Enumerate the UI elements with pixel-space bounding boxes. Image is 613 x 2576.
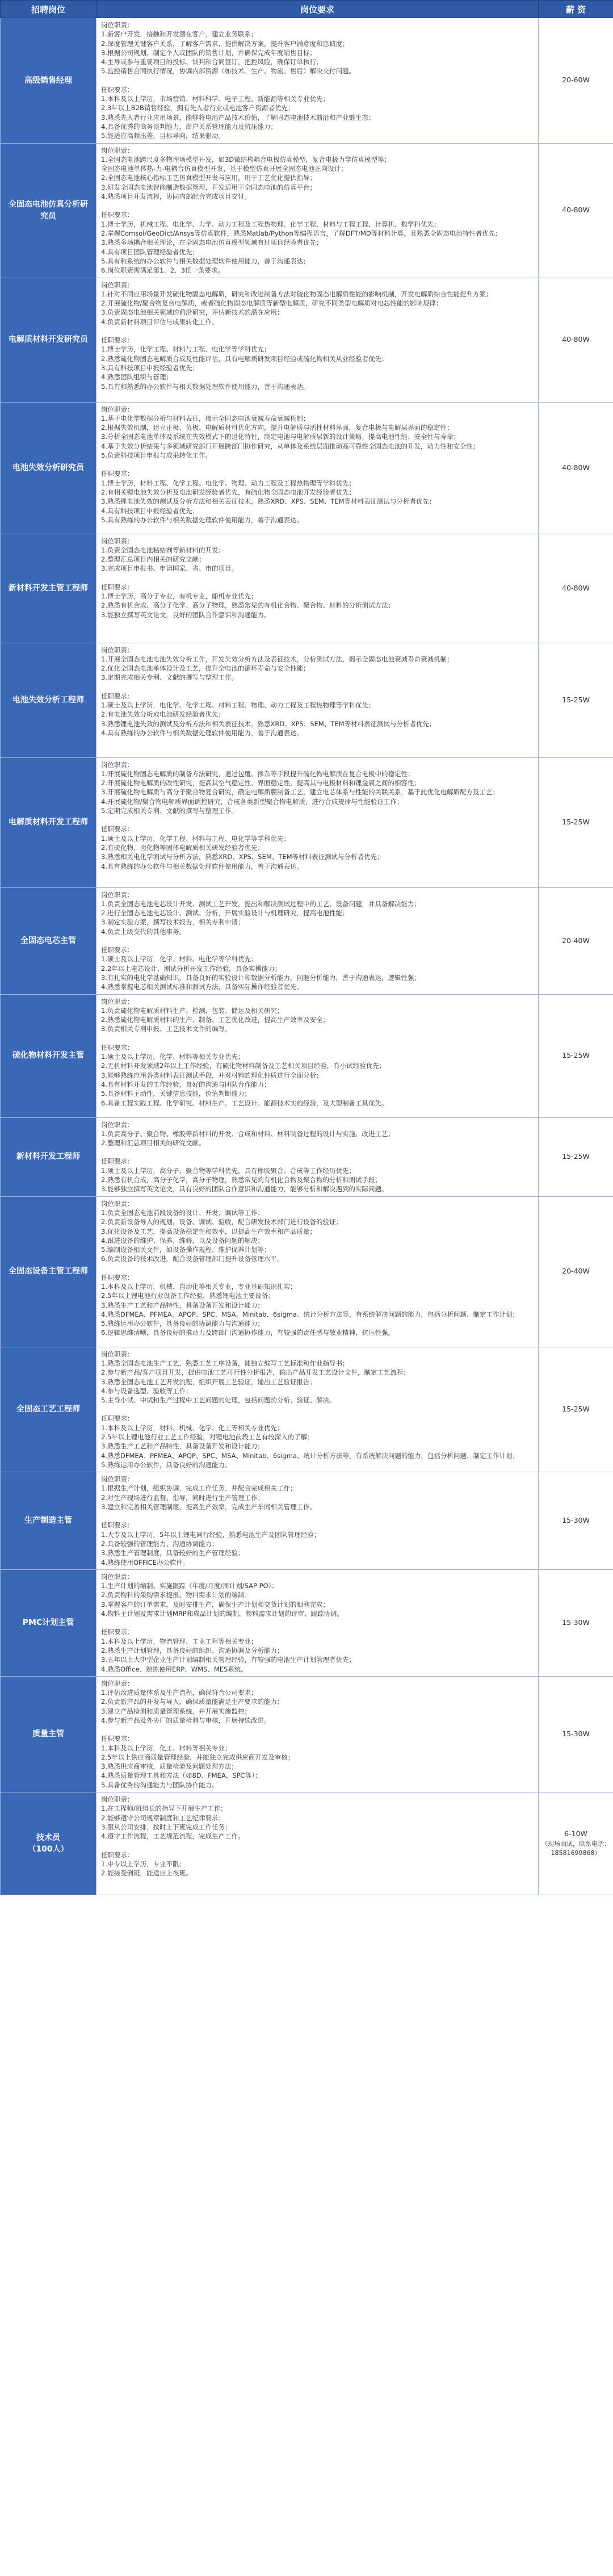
table-row (1, 402, 613, 534)
duty-line: 4.物料主计划及需求计划MRP和成品计划的编制，物料需求计划的评审、跟踪协调。 (101, 1610, 343, 1618)
requirements-heading: 任职要求： (101, 1850, 134, 1859)
requirement-line: 5.具有和系统的办公软件与相关数据处理软件使用能力，善于沟通表达； (101, 257, 310, 265)
requirements-cell (96, 402, 539, 534)
salary-cell (539, 278, 613, 402)
salary-value: 15-30W (562, 1729, 590, 1739)
section-gap (101, 1511, 534, 1521)
requirement-line: 3.熟悉先入者行业应用场景，能够将电池产品技术价值，了解固态电池技术前沿和产业链生态； (101, 113, 375, 122)
header-position: 招聘岗位 (1, 1, 96, 18)
section-gap (101, 1405, 534, 1414)
duty-line: 3.服从公司安排，按时上下班完成工作任务； (101, 1823, 232, 1831)
position-title: 新材料开发主管工程师 (1, 534, 96, 643)
position-title: 技术员 （100人） (1, 1792, 96, 1895)
section-gap (101, 1034, 534, 1043)
requirements-cell (96, 1472, 539, 1570)
section-gap (101, 1264, 534, 1273)
requirements-cell (96, 887, 539, 994)
table-row (1, 18, 613, 144)
table-row (1, 887, 613, 994)
requirement-line: 2.5年以上供应商质量管理经验，并能独立完成供应商开发及审核； (101, 1753, 295, 1761)
position-title: 新材料开发工程师 (1, 1117, 96, 1196)
duty-line: 2.根据失效机制，建立正极、负极、电解质材料优化方向，提升电解质与活性材料界面，复合电极与电解层界面的稳定性； (101, 424, 454, 432)
salary-value: 15-25W (562, 1152, 590, 1161)
duty-line: 3.制定实验方案，撰写技术报告，相关专利申请； (101, 918, 245, 927)
duty-line: 1.负责全固态电池前段设备的设计、开发、调试等工作； (101, 1208, 264, 1217)
salary-value: 40-80W (562, 335, 590, 344)
requirement-line: 1.博士学历，材料工程、化学工程、电化学、物理、动力工程及工程热物理等学科优先； (101, 479, 355, 487)
duty-line: 3.根据公司规划，制定个人或团队的销售计划，并确保完成年度销售目标； (101, 48, 316, 57)
duties-heading: 岗位职责： (101, 21, 134, 29)
requirements-cell (96, 1792, 539, 1895)
requirements-cell (96, 1196, 539, 1347)
table-row (1, 643, 613, 757)
requirement-line: 4.具有项目团队管理经验者优先； (101, 248, 199, 256)
duty-line: 4.负责新材料项目评估与成果转化工作。 (101, 317, 219, 326)
duty-line: 4.熟悉项目开发流程，协同内部配合完成项目交付。 (101, 192, 251, 201)
table-row (1, 1472, 613, 1570)
section-gap (101, 201, 534, 210)
duty-line: 3.研发全固态电池智能制造数据管理，开发适用于全固态电池的仿真平台； (101, 183, 316, 191)
duty-line: 1.熟悉全固态电池生产工艺，熟悉工艺工序设备，能独立编写工艺标准和作业指导书； (101, 1359, 349, 1367)
salary-value: 15-25W (562, 1051, 590, 1060)
requirements-cell (96, 1117, 539, 1196)
duty-line: 全固态电池单体热-力-电耦合仿真模型开发，基于模型仿真开展全固态电池正向设计； (101, 165, 347, 173)
requirement-line: 3.能独立撰写英文论文，良好的团队合作意识和沟通能力。 (101, 610, 271, 619)
table-row (1, 1569, 613, 1676)
position-title: 全固态工艺工程师 (1, 1347, 96, 1472)
requirement-line: 4.熟练使用OFFICE办公软件。 (101, 1558, 190, 1566)
requirement-line: 2.熟悉有机合成，高分子化学，高分子物理，熟悉常见的有机化合物及聚合物的分析和测试手段； (101, 1176, 381, 1184)
salary-cell (539, 994, 613, 1117)
duty-line: 2.负责新设备导入的规划，设备、调试、验收，配合研发技术部门进行设备的验证； (101, 1218, 342, 1226)
requirements-heading: 任职要求： (101, 1157, 134, 1166)
requirements-cell (96, 757, 539, 887)
duty-line: 4.跟进设备的维护、保养、维修，以及设备问题的解决； (101, 1236, 264, 1245)
section-gap (101, 1147, 534, 1157)
salary-value: 40-80W (562, 206, 590, 215)
requirement-line: 5.熟练运用办公软件，具备良好的协调能力与沟通能力； (101, 1320, 264, 1328)
salary-value: 40-80W (562, 463, 590, 472)
section-gap (101, 682, 534, 692)
salary-cell (539, 534, 613, 643)
position-title: 高级销售经理 (1, 18, 96, 144)
requirements-heading: 任职要求： (101, 211, 134, 219)
table-row (1, 1347, 613, 1472)
requirement-line: 3.熟悉锂电池失效的测试及分析方法和相关表征技术，熟悉XRD、XPS、SEM、TEM等材料表征测试与分析者优先； (101, 719, 436, 728)
position-title: 质量主管 (1, 1676, 96, 1792)
duty-line: 3.开展硫化物电解质与高分子聚合物复合研究，确定电解质膜制备工艺，建立电芯体系与性能的关联关系，基于此优化电解质配方及工艺； (101, 788, 499, 797)
requirements-cell (96, 18, 539, 144)
requirement-line: 3.熟悉生产管理制度，具备较好的生产管理经验； (101, 1549, 245, 1557)
section-gap (101, 936, 534, 945)
requirement-line: 2.能接受倒班，能适应上夜班。 (101, 1869, 192, 1878)
duty-line: 3.完成项目申报书、申请国家、省、市的项目。 (101, 564, 238, 573)
salary-cell (539, 1569, 613, 1676)
table-row (1, 1196, 613, 1347)
duty-line: 5.主导小试、中试和生产过程中工艺问题的处理，包括问题的分析、验证、解决。 (101, 1396, 336, 1405)
duties-heading: 岗位职责： (101, 405, 134, 413)
requirement-line: 1.本科及以上学历，化工、材料等相关专业； (101, 1744, 232, 1752)
salary-value: 15-25W (562, 695, 590, 704)
position-title: 电解质材料开发工程师 (1, 757, 96, 887)
position-title: PMC计划主管 (1, 1569, 96, 1676)
requirements-heading: 任职要求： (101, 85, 134, 94)
requirement-line: 4.具有熟练的办公软件与相关数据处理软件使用能力，善于沟通表达。 (101, 728, 303, 737)
salary-cell (539, 143, 613, 278)
duties-heading: 岗位职责： (101, 760, 134, 769)
requirement-line: 4.熟悉掌握电芯相关测试标准和测试方法，具备实际操作经验者优先。 (101, 983, 303, 991)
position-title: 全固态电池仿真分析研究员 (1, 143, 96, 278)
requirement-line: 4.具有材料开发的工作经验，良好的沟通与团队合作能力； (101, 1080, 271, 1088)
requirement-line: 2.掌握Comsol/GeoDict/Ansys等仿真软件，熟悉Matlab/Python等编程语言，了解DFT/MD等材料计算，且熟悉全固态电池特性者优先； (101, 229, 502, 237)
requirement-line: 1.本科及以上学历，材料、机械、化学、化工等相关专业优先； (101, 1423, 284, 1432)
requirement-line: 2.熟悉生产计划管理，具备良好的组织、沟通协调及分析能力； (101, 1646, 284, 1654)
duty-line: 2.开展硫化物电解质的改性研究，提高其空气稳定性、界面稳定性，提高其与电极材料和锂金属之间的相容性； (101, 779, 421, 788)
duty-line: 2.整理汇总项目内相关的研究文献； (101, 555, 205, 564)
duty-line: 3.分析全固态电池单体及系统在失效模式下的退化特性，制定电池与电解质层新的设计策略，提高电池性能、安全性与寿命； (101, 433, 460, 441)
duty-line: 2.优化全固态电池单体设计及工艺，提升全电池的循环寿命与安全性能； (101, 664, 310, 673)
salary-cell (539, 402, 613, 534)
duty-line: 1.根据生产计划，组织协调，完成工作任务，并配合完成相关工作； (101, 1484, 297, 1493)
requirement-line: 1.本科及以上学历，物流管理、工业工程等相关专业； (101, 1637, 258, 1645)
duty-line: 3.定期完成相关专利、文献的撰写与整理工作。 (101, 673, 238, 682)
requirement-line: 3.能够熟练应用各类材料表征测试手段，并对材料的理化性质进行全面分析； (101, 1071, 323, 1079)
requirements-heading: 任职要求： (101, 946, 134, 954)
requirement-line: 4.具有科技项目申报经验者优先； (101, 506, 199, 515)
duties-heading: 岗位职责： (101, 146, 134, 154)
requirement-line: 1.中专以上学历，专业不限； (101, 1859, 186, 1868)
duty-line: 2.深度管理关键客户关系，了解客户需求，提供解决方案，提升客户满意度和忠诚度； (101, 39, 349, 48)
section-gap (101, 326, 534, 336)
requirement-line: 5.能适应高频出差，目标导向，结果驱动。 (101, 132, 225, 140)
requirement-line: 4.熟悉Office、熟练使用ERP、WMS、MES系统。 (101, 1665, 247, 1673)
salary-cell (539, 757, 613, 887)
table-row (1, 1676, 613, 1792)
requirement-line: 5.具备优秀的沟通能力与团队协作能力。 (101, 1781, 219, 1789)
requirements-cell (96, 534, 539, 643)
requirement-line: 3.熟悉供应商审核，质量检验及问题处理方法； (101, 1762, 238, 1771)
requirements-cell (96, 994, 539, 1117)
requirement-line: 1.硕士及以上学历，化学、材料等相关专业优先； (101, 1053, 245, 1061)
table-row (1, 1792, 613, 1895)
salary-value: 6-10W (564, 1829, 587, 1838)
duty-line: 1.针对不同应用场景开发硫化物固态电解质，研究和改进制备方法对硫化物固态电解质性能的影响机制，开发电解质综合性能提升方案； (101, 290, 493, 298)
duty-line: 3.掌握客户的订单需求，及时安排生产，确保生产计划和交货计划的顺利完成； (101, 1600, 329, 1609)
requirement-line: 4.熟悉DFMEA、PFMEA、APQP、SPC、MSA、Minitab、6sigma、统计分析方法等，有系统解决问题的能力，包括分析问题、制定工作计划； (101, 1451, 519, 1460)
requirements-heading: 任职要求： (101, 1735, 134, 1743)
requirement-line: 2.5年以上锂电池行业设备工作经验，熟悉锂电池主要设备； (101, 1292, 275, 1300)
requirement-line: 3.有扎实的电化学基础知识，具备良好的实验设计和数据分析能力，问题分析能力，善于沟通表达，逻辑性强； (101, 973, 421, 982)
duty-line: 2.进行全固态电池电芯设计、测试、分析，开展实验设计与机理研究，提高电池性能； (101, 909, 349, 918)
salary-value: 20-40W (562, 936, 590, 945)
requirement-line: 2.有硫化物、卤化物等固体电解质相关研发经验者优先； (101, 843, 264, 852)
duty-line: 1.负责全固态电池电芯设计开发、测试工艺开发，提出和解决测试过程中的工艺、设备问题，并具备解决能力； (101, 899, 421, 908)
requirement-line: 2.有相关锂电池失效分析及电池研发经验者优先，有硫化物全固态电池开发经验者优先； (101, 488, 355, 496)
requirement-line: 2.有电池失效分析或电池研发经验者优先； (101, 710, 225, 719)
requirements-cell (96, 1569, 539, 1676)
duty-line: 1.开展全固态电池电池失效分析工作，开发失效分析方法及表征技术，分析测试方法，揭示全固态电池衰减寿命衰减机制； (101, 655, 454, 663)
table-header-row (1, 1, 613, 18)
duty-line: 5.编制设备相关文件，如设备操作规程、维护保养计划等； (101, 1246, 271, 1254)
requirement-line: 2.具备较强的管理能力、沟通协调能力； (101, 1539, 219, 1548)
requirements-cell (96, 1676, 539, 1792)
duty-line: 4.开展硫化物/聚合物电解质界面调控研究，合成各类新型聚合物电解质，进行合成规律与性能验证工作； (101, 797, 404, 806)
requirement-line: 2.熟悉硫化物固态电解质合成及性能评估，具有电解质研发项目经验或硫化物相关从业经验者优先； (101, 354, 388, 363)
requirement-line: 5.熟练运用办公软件，具备良好的沟通能力。 (101, 1460, 232, 1469)
salary-cell (539, 1472, 613, 1570)
salary-cell (539, 1196, 613, 1347)
duty-line: 2.负责新产品的开发与导入，确保质量能满足生产要求的能力； (101, 1698, 284, 1706)
duty-line: 3.负责固态电池相关领域的前沿研究，评估新技术的潜在应用； (101, 308, 284, 317)
requirement-line: 1.本科及以上学历，机械、自动化等相关专业，专业基础知识扎实； (101, 1282, 297, 1291)
section-gap (101, 815, 534, 824)
position-title: 硫化物材料开发主管 (1, 994, 96, 1117)
section-gap (101, 1841, 534, 1850)
requirement-line: 6.具备工程实践工程、化学研究、材料生产、工艺设计、能源技术实施经验，及大型制备工具优先。 (101, 1099, 388, 1107)
requirements-heading: 任职要求： (101, 1521, 134, 1530)
salary-cell (539, 18, 613, 144)
requirement-line: 3.熟悉锂电池失效的测试及分析方法和相关表征技术，熟悉XRD、XPS、SEM、TEM等材料表征测试与分析者优先； (101, 497, 436, 506)
requirement-line: 2.熟悉有机合成、高分子化学、高分子物理，熟悉常见的有机化合物、聚合物、材料的分析测试方法； (101, 601, 394, 610)
duty-line: 1.负责全固态电池粘结剂等新材料的开发； (101, 546, 225, 554)
requirement-line: 2.3年以上B2B销售经验，拥有先入者行业或电池客户资源者优先； (101, 104, 295, 112)
duties-heading: 岗位职责： (101, 537, 134, 545)
requirement-line: 3.熟悉生产工艺和产品特性，具备设备开发和设计能力； (101, 1442, 264, 1451)
requirements-cell (96, 143, 539, 278)
salary-cell (539, 1117, 613, 1196)
requirements-cell (96, 643, 539, 757)
requirement-line: 3.熟悉相关电化学测试与分析方法，熟悉XRD、XPS、SEM、TEM等材料表征测试与分析者优先； (101, 853, 384, 861)
requirement-line: 5.具有和熟悉的办公软件与相关数据处理软件使用能力，善于沟通表达。 (101, 382, 310, 391)
position-title: 全固态设备主管工程师 (1, 1196, 96, 1347)
duty-line: 2.开展硫化物/聚合物复合电解质，或者硫化物固态电解质等新型电解质，研究不同类型电解质对电芯性能的影响规律； (101, 299, 443, 308)
duties-heading: 岗位职责： (101, 646, 134, 654)
table-row (1, 534, 613, 643)
requirements-heading: 任职要求： (101, 583, 134, 591)
requirement-line: 1.硕士及以上学历，化学、材料、电化学等学科优先； (101, 955, 258, 964)
duty-line: 3.熟悉全固态电池工艺开发流程，组织开展工艺验证，输出工艺验证报告； (101, 1377, 316, 1386)
requirements-heading: 任职要求： (101, 1273, 134, 1281)
position-title: 全固态电芯主管 (1, 887, 96, 994)
requirement-line: 1.硕士及以上学历，电化学、化学工程、材料工程、物理、动力工程及工程热物理等学科优先； (101, 701, 375, 710)
section-gap (101, 573, 534, 583)
duties-heading: 岗位职责： (101, 1572, 134, 1581)
duties-heading: 岗位职责： (101, 1679, 134, 1687)
requirement-line: 1.本科及以上学历，市场营销、材料科学、电子工程、新能源等相关专业优先； (101, 95, 329, 103)
table-row (1, 1117, 613, 1196)
section-gap (101, 76, 534, 85)
salary-cell (539, 1347, 613, 1472)
duty-line: 6.负责设备的技术改进，配合设备管理部门提升设备管理水平。 (101, 1255, 284, 1263)
requirement-line: 4.具有熟练的办公软件与相关数据处理软件使用能力，善于沟通表达。 (101, 862, 303, 870)
salary-cell (539, 643, 613, 757)
requirements-cell (96, 1347, 539, 1472)
duty-line: 2.参与新产品/客户项目开发，提供电池工艺可行性分析报告，输出产品开发工艺设计文件，制定工艺流程； (101, 1368, 410, 1377)
salary-note: （现场面试，联系电话：18581699868） (541, 1840, 610, 1857)
requirements-heading: 任职要求： (101, 1043, 134, 1052)
requirements-heading: 任职要求： (101, 1628, 134, 1636)
table-row (1, 757, 613, 887)
duty-line: 1.负责硫化物电解质材料生产、检测、包装、储运及相关研究； (101, 1006, 284, 1015)
requirement-line: 1.博士学历，机械工程、电化学、力学、动力工程及工程热物理、化学工程、材料与工程工程、计算机、数学科优先； (101, 220, 440, 228)
duty-line: 4.遵守工作流程，工艺规范流程，完成生产工作。 (101, 1832, 245, 1841)
duty-line: 5.定期完成相关专利、文献的撰写与整理工作。 (101, 807, 238, 815)
position-title: 生产制造主管 (1, 1472, 96, 1570)
duty-line: 1.生产计划的编制、实施跟踪（年度/月度/周计划/SAP PO）； (101, 1582, 278, 1590)
requirement-line: 1.博士学历，化学工程、材料与工程、电化学等学科优先； (101, 345, 271, 354)
duty-line: 1.在工程师/班组长的指导下开展生产工作； (101, 1804, 227, 1813)
duty-line: 1.基于电化学数据分析与材料表征，揭示全固态电池衰减寿命衰减机制； (101, 414, 310, 422)
salary-cell (539, 1792, 613, 1895)
salary-cell (539, 887, 613, 994)
section-gap (101, 460, 534, 469)
requirement-line: 1.大专及以上学历，5年以上锂电同行经验，熟悉电池生产及团队管理经验； (101, 1530, 321, 1539)
requirements-cell (96, 278, 539, 402)
header-salary: 薪 资 (539, 1, 613, 18)
duties-heading: 岗位职责： (101, 1350, 134, 1358)
requirement-line: 2.5年以上锂电池行业工艺工作经验，对锂电池前段工艺有较深入的了解； (101, 1432, 314, 1441)
duties-heading: 岗位职责： (101, 890, 134, 899)
position-title: 电解质材料开发研究员 (1, 278, 96, 402)
position-title: 电池失效分析研究员 (1, 402, 96, 534)
duty-line: 1.全固态电池跨尺度多物理场模型开发，如3D微结构耦合电极仿真模型，复合电极力学仿真模型等； (101, 155, 391, 164)
requirements-heading: 任职要求： (101, 1414, 134, 1423)
requirement-line: 3.熟悉多场耦合相关理论，在全固态电池仿真模型领域有过项目经验者优先； (101, 238, 323, 247)
requirement-line: 4.熟悉DFMEA、PFMEA、APQP、SPC、MSA、Minitab、6sigma、统计分析方法等，有系统解决问题的能力，包括分析问题、制定工作计划； (101, 1310, 519, 1318)
duties-heading: 岗位职责： (101, 280, 134, 289)
duty-line: 4.参与新产品及外协厂的质量检测与审核，开展持续改进。 (101, 1716, 271, 1724)
requirements-heading: 任职要求： (101, 692, 134, 700)
header-requirements: 岗位要求 (96, 1, 539, 18)
salary-value: 15-30W (562, 1516, 590, 1525)
table-body (1, 18, 613, 1895)
duty-line: 1.开展硫化物固态电解质的制备方法研究，通过包覆、掺杂等手段提升硫化物电解质在复合电极中的稳定性； (101, 769, 414, 778)
duty-line: 5.负责科技项目申报与成果转化工作。 (101, 451, 212, 460)
duty-line: 2.全固态电池核心指标工艺仿真模型开发与应用，用于工艺优化提供指导； (101, 174, 316, 182)
duty-line: 2.熟悉硫化物电解质材料的生产、制备、工艺优化改进，提高生产效率及安全； (101, 1016, 329, 1024)
duty-line: 3.优化设备及工艺，提高设备稳定性和效率，以提高生产效率和产品质量； (101, 1227, 316, 1235)
salary-value: 20-40W (562, 1267, 590, 1276)
duty-line: 2.整理和汇总项目相关的研究文献。 (101, 1139, 205, 1147)
duty-line: 1.新客户开发，接触和开发潜在客户，建立业务联系； (101, 30, 258, 39)
duty-line: 4.主导或参与重要项目的投标、谈判和合同签订，把控风险，确保订单执行； (101, 58, 323, 66)
salary-value: 20-60W (562, 76, 590, 85)
duty-line: 1.负责高分子、聚合物、橡胶等新材料的开发、合成和材料、材料制备过程的设计与实施、改进工艺； (101, 1129, 394, 1138)
duty-line: 2.能够遵守公司规章制度和工艺纪律要求； (101, 1813, 225, 1822)
duty-line: 2.负责物料的采购需求提报、物料需求计划的编制； (101, 1591, 251, 1599)
requirement-line: 1.博士学历，高分子专业，有机专业，船机专业优先； (101, 592, 258, 601)
duties-heading: 岗位职责： (101, 1475, 134, 1484)
duty-line: 5.监控销售合同执行情况，协调内部资源（如技术、生产、物流、售后）解决交付问题。 (101, 67, 355, 76)
table-row (1, 143, 613, 278)
salary-value: 15-30W (562, 1618, 590, 1627)
duty-line: 4.基于失效分析结果与多领域研究部门开展跨部门协作研究，从单体及系统层面推动高可靠性全固态电池的开发，动力性和安全性； (101, 442, 480, 450)
requirement-line: 6.岗位职责需满足第1、2、3任一条要求。 (101, 266, 224, 275)
duty-line: 3.负责相关专利申报、工艺技术文件的编写。 (101, 1025, 232, 1033)
requirement-line: 6.逻辑思维清晰，具备良好的推动力及跨部门沟通协作能力，有较强的责任感与敬业精神，抗压性强。 (101, 1329, 394, 1337)
table-row (1, 278, 613, 402)
section-gap (101, 1725, 534, 1734)
requirement-line: 5.具备材料主动性，关键信息技能，价值判断能力； (101, 1090, 251, 1098)
requirement-line: 1.硕士及以上学历，高分子、聚合物等学科优先，具有橡胶聚合、合成等工作经历优先； (101, 1166, 355, 1175)
duty-line: 2.对生产现场进行监督、指导，同时进行生产管理工作； (101, 1493, 264, 1502)
requirement-line: 5.具有熟练的办公软件与相关数据处理软件使用能力，善于沟通表达。 (101, 516, 303, 524)
requirement-line: 4.熟悉质量管理工具和方法（如8D、FMEA、SPC等）； (101, 1771, 262, 1780)
duty-line: 4.参与设备选型、验收等工作； (101, 1387, 192, 1395)
section-gap (101, 1618, 534, 1627)
requirement-line: 3.能够独立撰写英文论文，具有良好的团队合作意识和沟通能力，能够分析和解决遇到的实际问题。 (101, 1185, 388, 1193)
duties-heading: 岗位职责： (101, 997, 134, 1006)
duty-line: 3.建立和完善相关管理制度，提高生产效率，完成生产车间相关管理工作。 (101, 1503, 316, 1511)
requirement-line: 3.具有科技项目申报经验者优先； (101, 363, 199, 372)
salary-cell (539, 1676, 613, 1792)
salary-value: 15-25W (562, 818, 590, 827)
requirements-heading: 任职要求： (101, 336, 134, 345)
table-row (1, 994, 613, 1117)
duty-line: 1.评估改进质量体系及生产流程，确保符合公司要求； (101, 1689, 258, 1697)
requirements-heading: 任职要求： (101, 825, 134, 833)
duty-line: 3.建立产品检测和质量管理系统，并开展实施监控； (101, 1707, 251, 1715)
salary-value: 15-25W (562, 1405, 590, 1414)
requirement-line: 3.五年以上大中型企业生产计划编制相关管理经验，有较强的电池生产计划管理者优先； (101, 1656, 355, 1664)
requirement-line: 3.熟悉生产工艺和产品特性，具备设备开发和设计能力； (101, 1301, 264, 1309)
duties-heading: 岗位职责： (101, 1795, 134, 1804)
requirement-line: 4.熟悉团队组织与管理； (101, 373, 173, 382)
duty-line: 4.负责上级交代的其他事务。 (101, 927, 186, 936)
requirement-line: 4.具备优秀的商务谈判能力，商户关系管理能力及抗压能力； (101, 122, 277, 131)
requirement-line: 2.2年以上电芯设计、测试分析开发工作经验，具备实操能力； (101, 964, 282, 973)
requirement-line: 1.硕士及以上学历，化学工程、材料与工程、电化学等学科优先； (101, 834, 290, 843)
salary-value: 40-80W (562, 583, 590, 592)
requirements-heading: 任职要求： (101, 470, 134, 478)
duties-heading: 岗位职责： (101, 1199, 134, 1208)
position-title: 电池失效分析工程师 (1, 643, 96, 757)
requirement-line: 2.无机材料开发领域2年以上工作经验，有硫化物材料制备及工艺相关项目经验，有小试经验优先； (101, 1062, 386, 1070)
duties-heading: 岗位职责： (101, 1120, 134, 1129)
